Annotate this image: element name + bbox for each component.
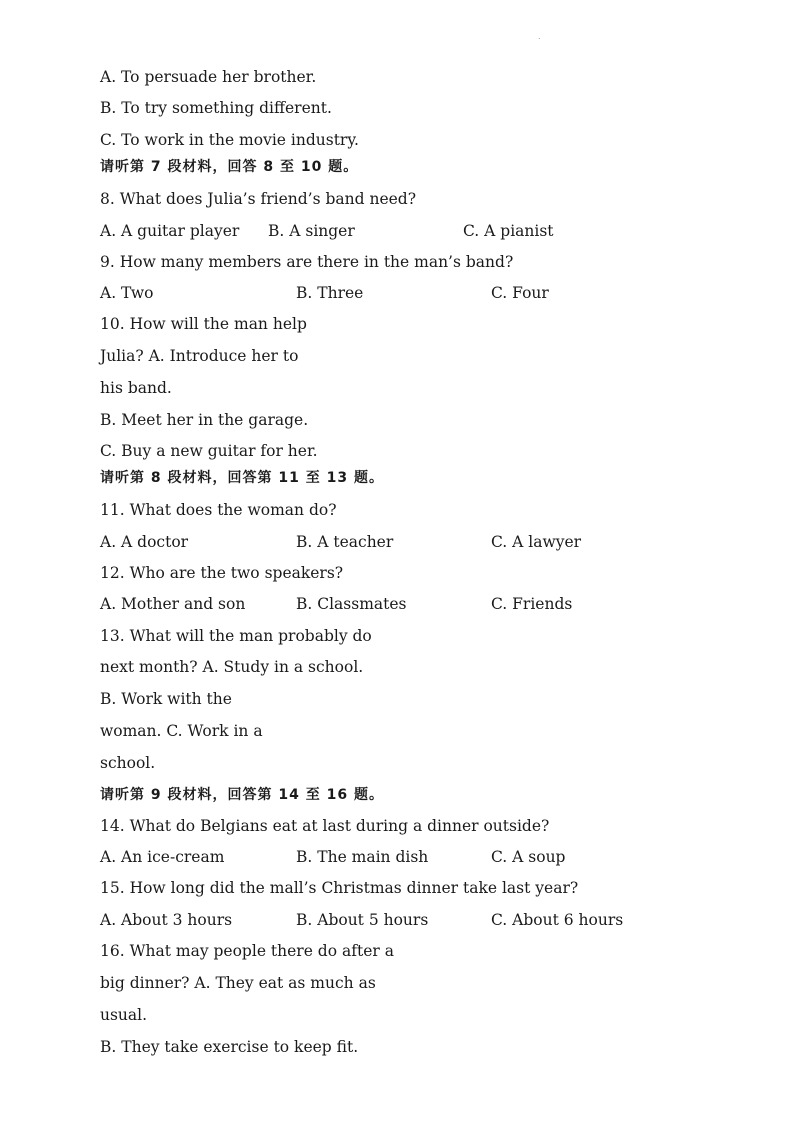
section-heading-8: 请听第 8 段材料，回答第 11 至 13 题。 [100, 470, 384, 486]
question-10-line2: Julia? A. Introduce her to [100, 347, 299, 365]
q13-option-c-end: school. [100, 754, 156, 772]
question-9: 9. How many members are there in the man’s band? [100, 253, 514, 271]
question-13-line2: next month? A. Study in a school. [100, 658, 364, 676]
question-16-line2: big dinner? A. They eat as much as [100, 974, 376, 992]
question-15: 15. How long did the mall’s Christmas dinner take last year? [100, 879, 579, 897]
q7-option-a: A. To persuade her brother. [100, 68, 317, 86]
q12-option-c: C. Friends [491, 595, 573, 613]
q7-option-b: B. To try something different. [100, 99, 332, 117]
section-heading-7: 请听第 7 段材料，回答 8 至 10 题。 [100, 159, 359, 175]
q14-option-c: C. A soup [491, 848, 566, 866]
question-14: 14. What do Belgians eat at last during a dinner outside? [100, 817, 550, 835]
q15-option-a: A. About 3 hours [100, 911, 233, 929]
q14-option-b: B. The main dish [296, 848, 429, 866]
q16-option-b: B. They take exercise to keep fit. [100, 1038, 359, 1056]
section-heading-9: 请听第 9 段材料，回答第 14 至 16 题。 [100, 787, 384, 803]
question-11: 11. What does the woman do? [100, 501, 337, 519]
q12-option-a: A. Mother and son [100, 595, 246, 613]
question-16-line3: usual. [100, 1006, 148, 1024]
q12-option-b: B. Classmates [296, 595, 407, 613]
q11-option-b: B. A teacher [296, 533, 394, 551]
q8-option-b: B. A singer [268, 222, 355, 240]
question-10-line1: 10. How will the man help [100, 315, 307, 333]
q9-option-a: A. Two [100, 284, 154, 302]
question-8: 8. What does Julia’s friend’s band need? [100, 190, 417, 208]
q9-option-c: C. Four [491, 284, 549, 302]
q10-option-c: C. Buy a new guitar for her. [100, 442, 318, 460]
q11-option-c: C. A lawyer [491, 533, 582, 551]
q13-option-b-line1: B. Work with the [100, 690, 232, 708]
q8-option-a: A. A guitar player [100, 222, 240, 240]
q8-option-c: C. A pianist [463, 222, 554, 240]
q13-option-b-line2: woman. C. Work in a [100, 722, 263, 740]
question-10-line3: his band. [100, 379, 172, 397]
question-16-line1: 16. What may people there do after a [100, 942, 394, 960]
question-12: 12. Who are the two speakers? [100, 564, 344, 582]
q14-option-a: A. An ice-cream [100, 848, 225, 866]
q10-option-b: B. Meet her in the garage. [100, 411, 309, 429]
q11-option-a: A. A doctor [100, 533, 189, 551]
q15-option-c: C. About 6 hours [491, 911, 624, 929]
q15-option-b: B. About 5 hours [296, 911, 429, 929]
corner-mark: . [538, 32, 541, 41]
question-13-line1: 13. What will the man probably do [100, 627, 372, 645]
q7-option-c: C. To work in the movie industry. [100, 131, 359, 149]
q9-option-b: B. Three [296, 284, 364, 302]
